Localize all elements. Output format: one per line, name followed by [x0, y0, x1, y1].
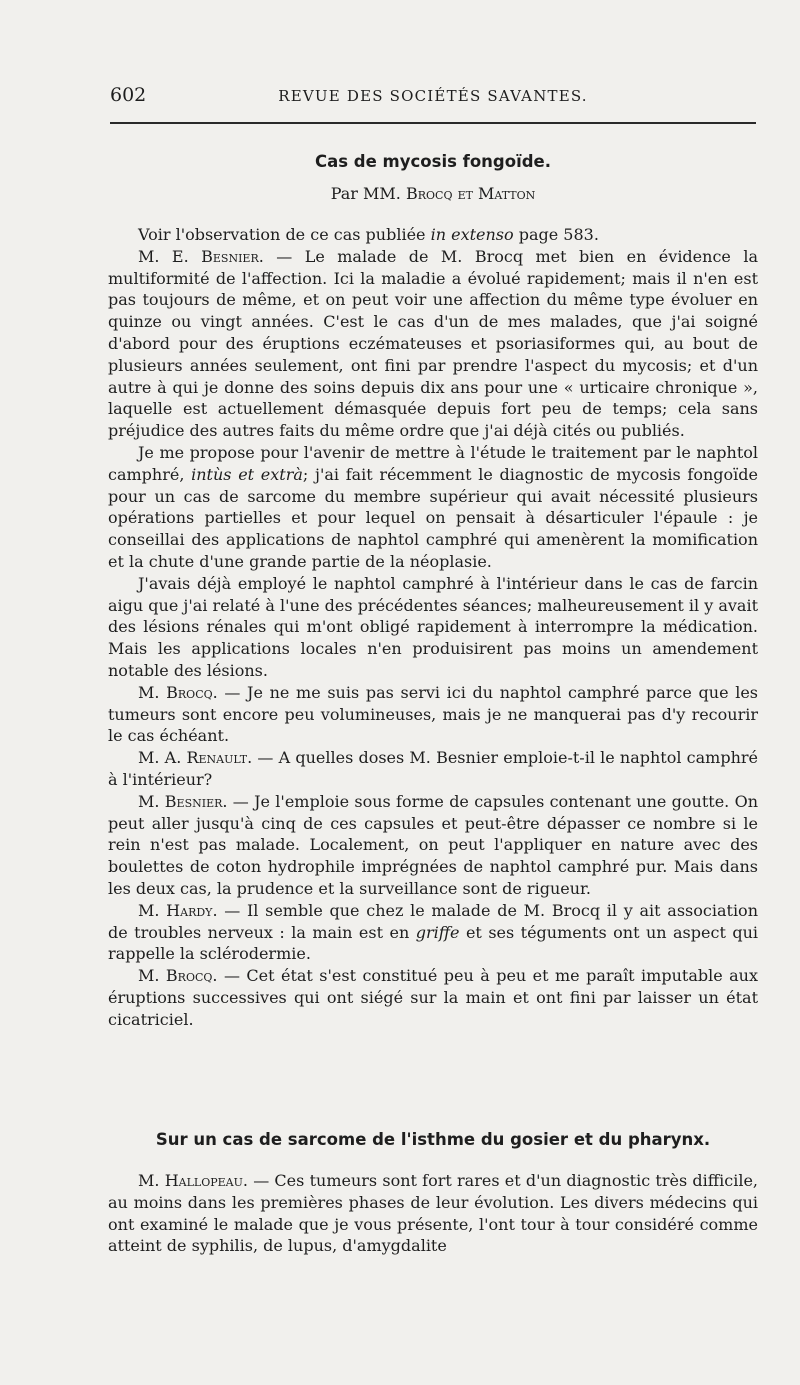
header-rule — [110, 122, 756, 124]
speaker-name: M. Hardy. — [138, 900, 218, 920]
running-head: REVUE DES SOCIÉTÉS SAVANTES. — [278, 87, 588, 105]
paragraph: M. A. Renault. — A quelles doses M. Besnier emploie-t-il le naphtol camphré à l'intérieur? — [108, 748, 758, 789]
speaker-name: M. E. Besnier. — [138, 246, 264, 266]
paragraph: Je me propose pour l'avenir de mettre à l'étude le traitement par le naphtol camphré, intùs et extrà; j'ai fait récemment le diagnostic de mycosis fongoïde pour un cas de sarcome du membre supérieur qui avait nécessité plusieurs opérations partielles et pour lequel on pensait à désarticuler l'épaule : je conseillai des applications de naphtol camphré qui amenèrent la momification et la chute d'une grande partie de la néoplasie. — [108, 442, 758, 571]
speaker-name: M. Brocq. — [138, 682, 218, 702]
page-number: 602 — [110, 84, 147, 106]
speaker-name: M. A. Renault. — [138, 748, 253, 768]
page-header — [110, 84, 756, 110]
paragraph: M. Hallopeau. — Ces tumeurs sont fort rares et d'un diagnostic très difficile, au moins dans les premières phases de leur évolution. Les divers médecins qui ont examiné le malade que je vous présente, l'ont tour à tour considéré comme atteint de syphilis, de lupus, d'amygdalite — [108, 1171, 759, 1256]
paragraph: M. Brocq. — Cet état s'est constitué peu à peu et me paraît imputable aux éruptions successives qui ont siégé sur la main et ont fini par laisser un état cicatriciel. — [108, 966, 758, 1029]
article-byline — [110, 184, 756, 203]
article-title-mycosis: Cas de mycosis fongoïde. — [315, 152, 551, 171]
byline-authors: Brocq et Matton — [405, 184, 536, 203]
article2-body — [108, 1170, 758, 1257]
paragraph: M. Besnier. — Je l'emploie sous forme de capsules contenant une goutte. On peut aller jusqu'à cinq de ces capsules et peut-être dépasser ce nombre si le rein n'est pas malade. Localement, on peut l'appliquer en nature avec des boulettes de coton hydrophile imprégnées de naphtol camphré pur. Mais dans les deux cas, la prudence et la surveillance sont de rigueur. — [108, 791, 759, 898]
speaker-name: M. Hallopeau. — [138, 1171, 248, 1190]
paragraph: Voir l'observation de ce cas publiée in extenso page 583. — [138, 225, 599, 244]
paragraph: M. Hardy. — Il semble que chez le malade de M. Brocq il y ait association de troubles nerveux : la main est en griffe et ses téguments ont un aspect qui rappelle la sclérodermie. — [108, 900, 758, 964]
paragraph: M. E. Besnier. — Le malade de M. Brocq met bien en évidence la multiformité de l'affection. Ici la maladie a évolué rapidement; mais il n'en est pas toujours de même, et on peut voir une affection du même type évoluer en quinze ou vingt années. C'est le cas d'un de mes malades, que j'ai soigné d'abord pour des éruptions eczémateuses et psoriasiformes qui, au bout de plusieurs années seulement, ont fini par prendre l'aspect du mycosis; et d'un autre à qui je donne des soins depuis dix ans pour une « urticaire chronique », laquelle est actuellement démasquée depuis fort peu de temps; cela sans préjudice des autres faits du même ordre que j'ai déjà cités ou publiés. — [108, 246, 758, 441]
speaker-name: M. Brocq. — [138, 966, 218, 986]
paragraph: J'avais déjà employé le naphtol camphré à l'intérieur dans le cas de farcin aigu que j'ai relaté à l'une des précédentes séances; malheureusement il y avait des lésions rénales qui m'ont obligé rapidement à interrompre la médication. Mais les applications locales n'en produisirent pas moins un amendement notable des lésions. — [108, 573, 758, 680]
paragraph: M. Brocq. — Je ne me suis pas servi ici du naphtol camphré parce que les tumeurs sont encore peu volumineuses, mais je ne manquerai pas d'y recourir le cas échéant. — [108, 682, 758, 746]
speaker-name: M. Besnier. — [138, 791, 228, 811]
article-title-sarcome: Sur un cas de sarcome de l'isthme du gosier et du pharynx. — [155, 1130, 711, 1149]
article1-body — [108, 224, 758, 1030]
byline-prefix: Par MM. — [330, 184, 401, 203]
